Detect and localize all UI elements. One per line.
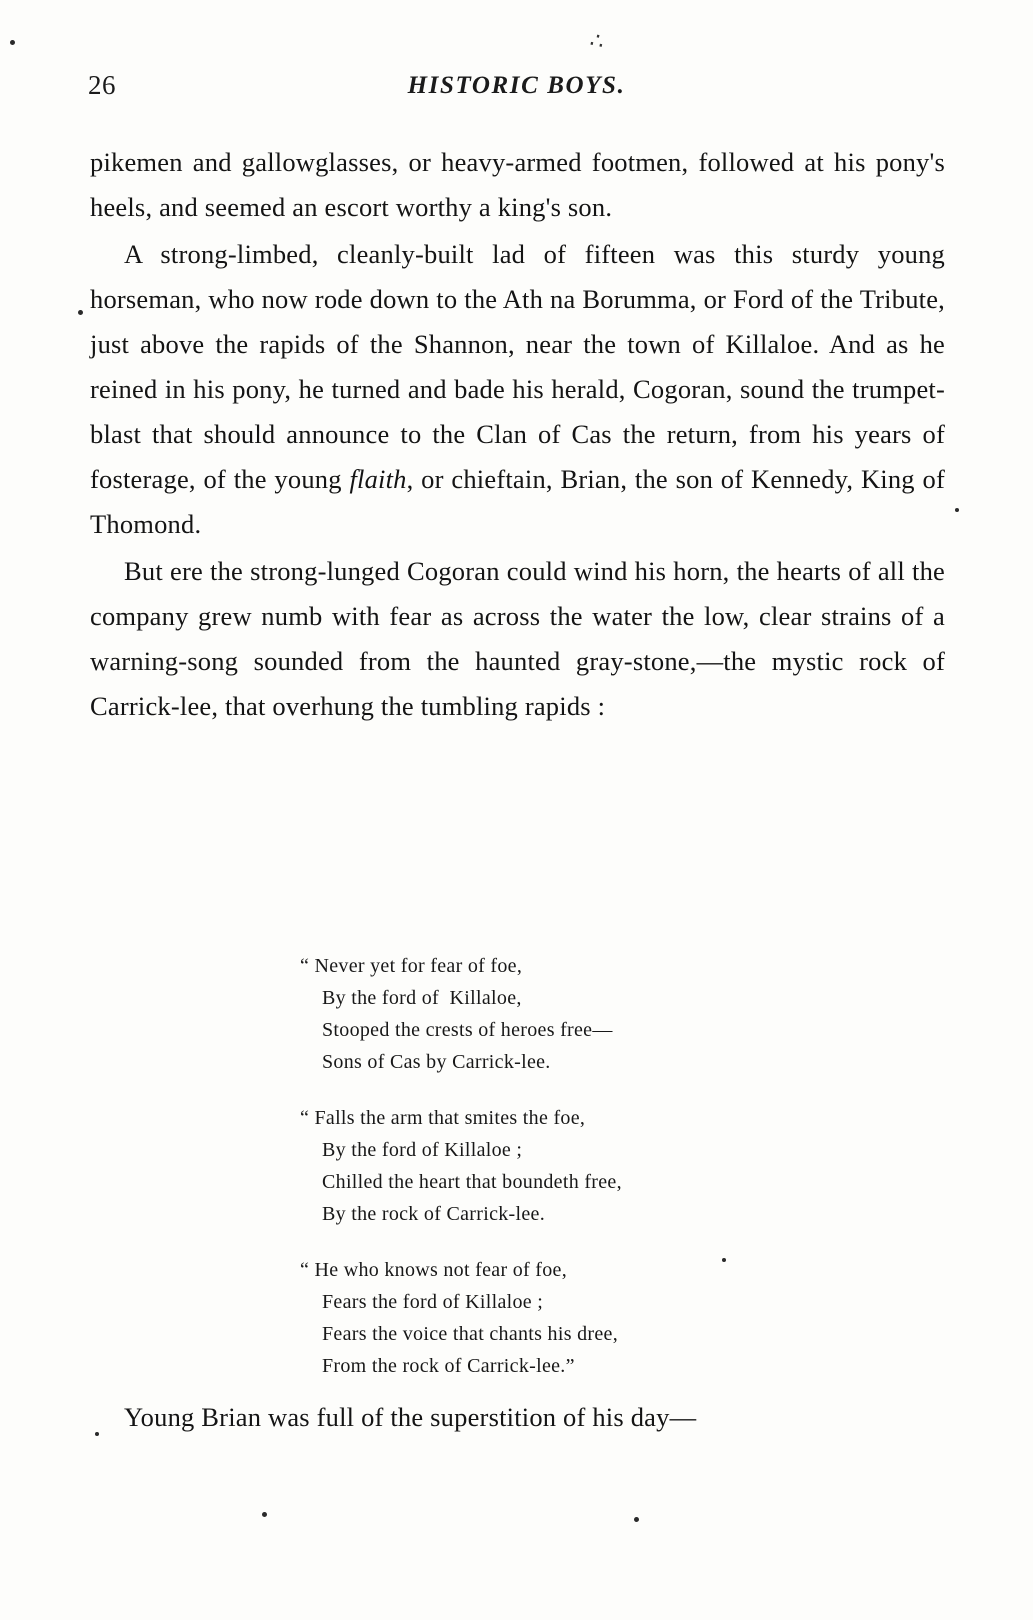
verse-line: “ Never yet for fear of foe,	[300, 955, 523, 977]
running-head: HISTORIC BOYS.	[407, 72, 626, 99]
italic-term-flaith: flaith	[349, 464, 407, 494]
verse-line: By the ford of Killaloe ;	[322, 1139, 523, 1161]
ink-speck-bottom-a	[262, 1512, 267, 1517]
ink-speck-left-margin-a	[78, 310, 83, 315]
verse-line: Fears the voice that chants his dree,	[322, 1323, 619, 1345]
page-header	[88, 70, 945, 110]
paragraph-1: pikemen and gallowglasses, or heavy-armed footmen, followed at his pony's heels, and seemed an escort worthy a king's son.	[90, 147, 945, 222]
paragraph-2-part-1: A strong-limbed, cleanly-built lad of fifteen was this sturdy young horseman, who now rode down to the Ath na Borumma, or Ford of the Tribute, just above the rapids of the Shannon, near the town of Killaloe. And as he reined in his pony, he turned and bade his herald, Cogoran, sound the trumpet-blast that should announce to the Clan of Cas the return, from his years of fosterage, of the young	[90, 239, 945, 494]
page-number: 26	[88, 70, 116, 100]
stanza-1	[300, 950, 780, 1078]
paragraph-2	[90, 232, 945, 547]
ink-speck-top-left	[10, 40, 15, 45]
verse-line: Fears the ford of Killaloe ;	[322, 1291, 544, 1313]
ink-speck-bottom-b	[634, 1517, 639, 1522]
verse-line: By the ford of Killaloe,	[322, 987, 522, 1009]
verse-line: Sons of Cas by Carrick-lee.	[322, 1051, 551, 1073]
paragraph-2-part-2: , or chieftain, Brian, the son of Kennedy, King of Thomond.	[90, 464, 945, 539]
body-text	[90, 140, 945, 731]
stanza-3	[300, 1254, 780, 1382]
closing-paragraph: Young Brian was full of the superstition of his day—	[124, 1402, 697, 1432]
ink-speck-right-margin	[955, 508, 959, 512]
verse-line: Chilled the heart that boundeth free,	[322, 1171, 622, 1193]
paragraph-3: But ere the strong-lunged Cogoran could wind his horn, the hearts of all the company grew numb with fear as across the water the low, clear strains of a warning-song sounded from the haunted gray-stone,—the mystic rock of Carrick-lee, that overhung the tumbling rapids :	[90, 556, 945, 721]
verse-line: “ Falls the arm that smites the foe,	[300, 1107, 586, 1129]
ink-speck-top: ∴	[587, 26, 607, 55]
verse-line: “ He who knows not fear of foe,	[300, 1259, 567, 1281]
verse-block	[300, 950, 780, 1406]
stanza-2	[300, 1102, 780, 1230]
verse-line: From the rock of Carrick-lee.”	[322, 1355, 575, 1377]
verse-line: By the rock of Carrick-lee.	[322, 1203, 546, 1225]
verse-line: Stooped the crests of heroes free—	[322, 1019, 613, 1041]
